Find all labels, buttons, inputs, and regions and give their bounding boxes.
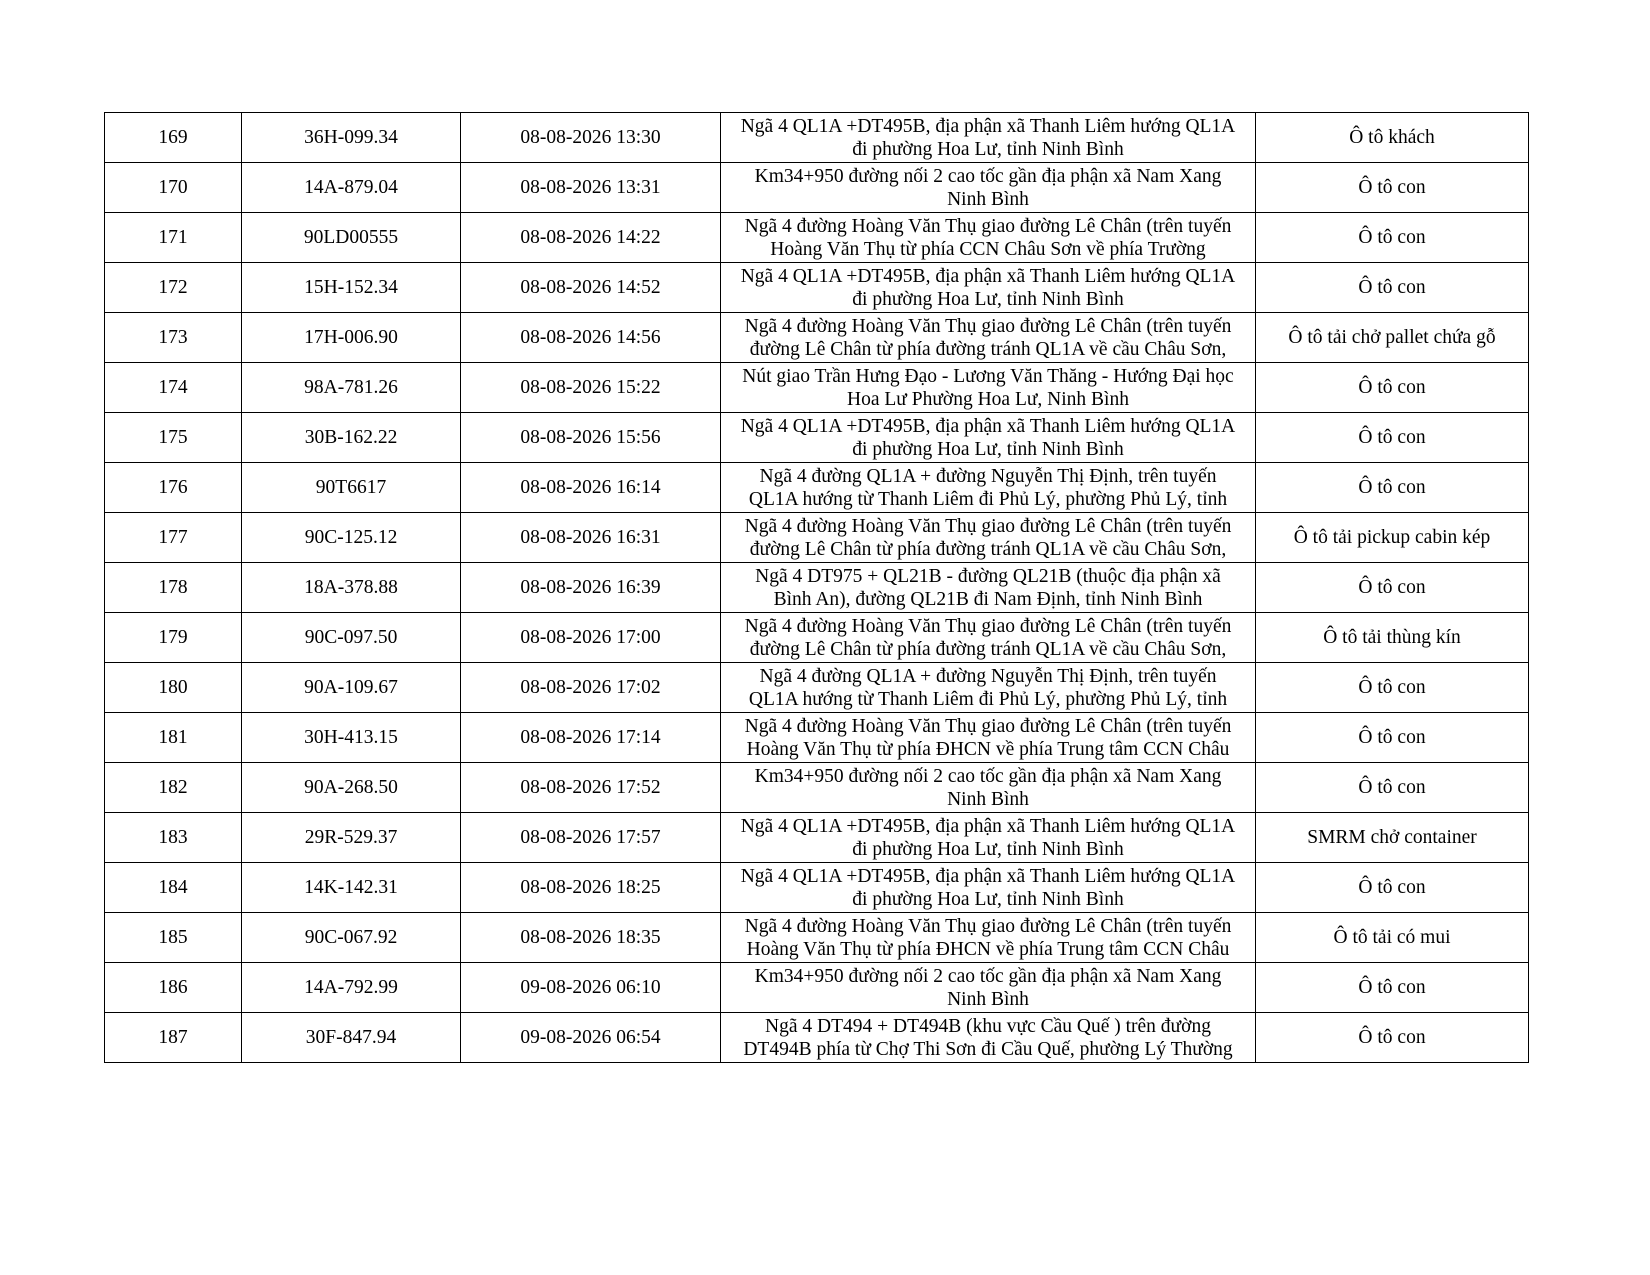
location-cell	[721, 463, 1256, 513]
location-line: Ngã 4 QL1A +DT495B, địa phận xã Thanh Liêm hướng QL1A	[740, 815, 1236, 837]
location-line: Ngã 4 đường QL1A + đường Nguyễn Thị Định, trên tuyến	[759, 465, 1217, 487]
location-line: Km34+950 đường nối 2 cao tốc gần địa phận xã Nam Xang	[754, 765, 1222, 787]
location-line: đi phường Hoa Lư, tỉnh Ninh Bình	[852, 438, 1124, 460]
location-line: đi phường Hoa Lư, tỉnh Ninh Bình	[852, 138, 1124, 160]
location-line: đi phường Hoa Lư, tỉnh Ninh Bình	[852, 838, 1124, 860]
location-line: Km34+950 đường nối 2 cao tốc gần địa phận xã Nam Xang	[754, 965, 1222, 987]
location-text	[727, 115, 1249, 161]
location-cell	[721, 963, 1256, 1013]
vehicle-type-cell: Ô tô con	[1256, 763, 1529, 813]
location-line: Ngã 4 đường Hoàng Văn Thụ giao đường Lê Chân (trên tuyến	[744, 615, 1232, 637]
location-line: Bình An), đường QL21B đi Nam Định, tỉnh Ninh Bình	[773, 588, 1203, 610]
table-row	[105, 213, 1529, 263]
location-line: Ngã 4 QL1A +DT495B, địa phận xã Thanh Liêm hướng QL1A	[740, 115, 1236, 137]
table-row	[105, 113, 1529, 163]
license-plate-cell: 30H-413.15	[242, 713, 461, 763]
vehicle-type-cell: Ô tô con	[1256, 413, 1529, 463]
license-plate-cell: 90A-268.50	[242, 763, 461, 813]
row-number-cell: 185	[105, 913, 242, 963]
row-number-cell: 186	[105, 963, 242, 1013]
vehicle-type-cell: Ô tô con	[1256, 463, 1529, 513]
timestamp-cell: 09-08-2026 06:54	[461, 1013, 721, 1063]
location-line: Ngã 4 QL1A +DT495B, địa phận xã Thanh Liêm hướng QL1A	[740, 415, 1236, 437]
location-text	[727, 665, 1249, 711]
location-cell	[721, 813, 1256, 863]
location-cell	[721, 263, 1256, 313]
location-text	[727, 715, 1249, 761]
location-line: đi phường Hoa Lư, tỉnh Ninh Bình	[852, 288, 1124, 310]
location-line: Ngã 4 đường Hoàng Văn Thụ giao đường Lê Chân (trên tuyến	[744, 715, 1232, 737]
table-row	[105, 563, 1529, 613]
timestamp-cell: 08-08-2026 15:22	[461, 363, 721, 413]
location-line: Ngã 4 QL1A +DT495B, địa phận xã Thanh Liêm hướng QL1A	[740, 865, 1236, 887]
vehicle-type-cell: Ô tô con	[1256, 163, 1529, 213]
timestamp-cell: 08-08-2026 17:00	[461, 613, 721, 663]
location-cell	[721, 563, 1256, 613]
row-number-cell: 173	[105, 313, 242, 363]
location-line: Ninh Bình	[947, 988, 1029, 1010]
timestamp-cell: 08-08-2026 17:57	[461, 813, 721, 863]
row-number-cell: 174	[105, 363, 242, 413]
location-line: Ngã 4 đường Hoàng Văn Thụ giao đường Lê Chân (trên tuyến	[744, 215, 1232, 237]
timestamp-cell: 09-08-2026 06:10	[461, 963, 721, 1013]
license-plate-cell: 15H-152.34	[242, 263, 461, 313]
location-text	[727, 215, 1249, 261]
vehicle-type-cell: Ô tô con	[1256, 713, 1529, 763]
timestamp-cell: 08-08-2026 14:22	[461, 213, 721, 263]
violation-records-table	[104, 112, 1529, 1063]
table-body	[105, 113, 1529, 1063]
location-line: Hoàng Văn Thụ từ phía CCN Châu Sơn về phía Trường	[770, 238, 1206, 260]
location-cell	[721, 863, 1256, 913]
table-row	[105, 613, 1529, 663]
location-cell	[721, 113, 1256, 163]
location-cell	[721, 613, 1256, 663]
row-number-cell: 180	[105, 663, 242, 713]
location-cell	[721, 213, 1256, 263]
timestamp-cell: 08-08-2026 17:14	[461, 713, 721, 763]
location-line: Nút giao Trần Hưng Đạo - Lương Văn Thăng - Hướng Đại học	[742, 365, 1234, 387]
vehicle-type-cell: Ô tô con	[1256, 263, 1529, 313]
location-text	[727, 415, 1249, 461]
license-plate-cell: 90T6617	[242, 463, 461, 513]
location-cell	[721, 913, 1256, 963]
location-text	[727, 515, 1249, 561]
row-number-cell: 169	[105, 113, 242, 163]
row-number-cell: 187	[105, 1013, 242, 1063]
location-line: Ngã 4 đường Hoàng Văn Thụ giao đường Lê Chân (trên tuyến	[744, 515, 1232, 537]
location-cell	[721, 313, 1256, 363]
table-row	[105, 713, 1529, 763]
location-text	[727, 815, 1249, 861]
row-number-cell: 183	[105, 813, 242, 863]
row-number-cell: 172	[105, 263, 242, 313]
timestamp-cell: 08-08-2026 14:52	[461, 263, 721, 313]
license-plate-cell: 29R-529.37	[242, 813, 461, 863]
table-row	[105, 663, 1529, 713]
table-row	[105, 413, 1529, 463]
vehicle-type-cell: Ô tô tải có mui	[1256, 913, 1529, 963]
vehicle-type-cell: Ô tô con	[1256, 363, 1529, 413]
license-plate-cell: 90C-125.12	[242, 513, 461, 563]
license-plate-cell: 36H-099.34	[242, 113, 461, 163]
timestamp-cell: 08-08-2026 17:52	[461, 763, 721, 813]
license-plate-cell: 30B-162.22	[242, 413, 461, 463]
table-row	[105, 1013, 1529, 1063]
location-text	[727, 265, 1249, 311]
location-line: Ngã 4 đường QL1A + đường Nguyễn Thị Định, trên tuyến	[759, 665, 1217, 687]
location-text	[727, 165, 1249, 211]
location-text	[727, 915, 1249, 961]
timestamp-cell: 08-08-2026 16:31	[461, 513, 721, 563]
location-text	[727, 965, 1249, 1011]
location-line: Hoa Lư Phường Hoa Lư, Ninh Bình	[847, 388, 1129, 410]
row-number-cell: 170	[105, 163, 242, 213]
timestamp-cell: 08-08-2026 13:30	[461, 113, 721, 163]
timestamp-cell: 08-08-2026 14:56	[461, 313, 721, 363]
table-row	[105, 913, 1529, 963]
location-text	[727, 765, 1249, 811]
table-row	[105, 463, 1529, 513]
table-row	[105, 963, 1529, 1013]
license-plate-cell: 18A-378.88	[242, 563, 461, 613]
license-plate-cell: 90C-067.92	[242, 913, 461, 963]
location-line: Hoàng Văn Thụ từ phía ĐHCN về phía Trung tâm CCN Châu	[746, 938, 1230, 960]
location-text	[727, 365, 1249, 411]
row-number-cell: 178	[105, 563, 242, 613]
table-row	[105, 763, 1529, 813]
location-line: Ninh Bình	[947, 188, 1029, 210]
location-text	[727, 865, 1249, 911]
location-line: Hoàng Văn Thụ từ phía ĐHCN về phía Trung tâm CCN Châu	[746, 738, 1230, 760]
vehicle-type-cell: Ô tô con	[1256, 1013, 1529, 1063]
table-row	[105, 163, 1529, 213]
vehicle-type-cell: Ô tô con	[1256, 963, 1529, 1013]
vehicle-type-cell: Ô tô khách	[1256, 113, 1529, 163]
location-cell	[721, 163, 1256, 213]
row-number-cell: 175	[105, 413, 242, 463]
row-number-cell: 181	[105, 713, 242, 763]
license-plate-cell: 90C-097.50	[242, 613, 461, 663]
table-row	[105, 813, 1529, 863]
location-text	[727, 315, 1249, 361]
vehicle-type-cell: Ô tô con	[1256, 213, 1529, 263]
vehicle-type-cell: Ô tô con	[1256, 563, 1529, 613]
license-plate-cell: 98A-781.26	[242, 363, 461, 413]
table-row	[105, 313, 1529, 363]
location-cell	[721, 363, 1256, 413]
timestamp-cell: 08-08-2026 17:02	[461, 663, 721, 713]
location-line: DT494B phía từ Chợ Thi Sơn đi Cầu Quế, phường Lý Thường	[743, 1038, 1233, 1060]
location-line: đường Lê Chân từ phía đường tránh QL1A về cầu Châu Sơn,	[749, 538, 1227, 560]
location-line: đường Lê Chân từ phía đường tránh QL1A về cầu Châu Sơn,	[749, 338, 1227, 360]
vehicle-type-cell: Ô tô tải chở pallet chứa gỗ	[1256, 313, 1529, 363]
row-number-cell: 176	[105, 463, 242, 513]
vehicle-type-cell: Ô tô con	[1256, 663, 1529, 713]
location-line: Km34+950 đường nối 2 cao tốc gần địa phận xã Nam Xang	[754, 165, 1222, 187]
location-cell	[721, 763, 1256, 813]
table-row	[105, 263, 1529, 313]
vehicle-type-cell: SMRM chở container	[1256, 813, 1529, 863]
location-line: QL1A hướng từ Thanh Liêm đi Phủ Lý, phường Phủ Lý, tỉnh	[748, 688, 1228, 710]
location-text	[727, 1015, 1249, 1061]
license-plate-cell: 30F-847.94	[242, 1013, 461, 1063]
location-line: Ngã 4 đường Hoàng Văn Thụ giao đường Lê Chân (trên tuyến	[744, 315, 1232, 337]
timestamp-cell: 08-08-2026 18:25	[461, 863, 721, 913]
location-cell	[721, 413, 1256, 463]
table-row	[105, 513, 1529, 563]
location-line: đi phường Hoa Lư, tỉnh Ninh Bình	[852, 888, 1124, 910]
location-cell	[721, 663, 1256, 713]
location-line: Ninh Bình	[947, 788, 1029, 810]
vehicle-type-cell: Ô tô con	[1256, 863, 1529, 913]
table-row	[105, 863, 1529, 913]
location-line: Ngã 4 DT975 + QL21B - đường QL21B (thuộc địa phận xã	[755, 565, 1221, 587]
row-number-cell: 171	[105, 213, 242, 263]
row-number-cell: 184	[105, 863, 242, 913]
license-plate-cell: 14A-792.99	[242, 963, 461, 1013]
location-text	[727, 565, 1249, 611]
timestamp-cell: 08-08-2026 13:31	[461, 163, 721, 213]
row-number-cell: 177	[105, 513, 242, 563]
vehicle-type-cell: Ô tô tải pickup cabin kép	[1256, 513, 1529, 563]
location-cell	[721, 713, 1256, 763]
location-line: đường Lê Chân từ phía đường tránh QL1A về cầu Châu Sơn,	[749, 638, 1227, 660]
timestamp-cell: 08-08-2026 18:35	[461, 913, 721, 963]
vehicle-type-cell: Ô tô tải thùng kín	[1256, 613, 1529, 663]
location-line: Ngã 4 đường Hoàng Văn Thụ giao đường Lê Chân (trên tuyến	[744, 915, 1232, 937]
location-line: QL1A hướng từ Thanh Liêm đi Phủ Lý, phường Phủ Lý, tỉnh	[748, 488, 1228, 510]
table-row	[105, 363, 1529, 413]
timestamp-cell: 08-08-2026 16:14	[461, 463, 721, 513]
location-cell	[721, 1013, 1256, 1063]
location-text	[727, 465, 1249, 511]
location-line: Ngã 4 DT494 + DT494B (khu vực Cầu Quế ) trên đường	[765, 1015, 1211, 1037]
license-plate-cell: 14K-142.31	[242, 863, 461, 913]
license-plate-cell: 14A-879.04	[242, 163, 461, 213]
location-cell	[721, 513, 1256, 563]
location-line: Ngã 4 QL1A +DT495B, địa phận xã Thanh Liêm hướng QL1A	[740, 265, 1236, 287]
row-number-cell: 179	[105, 613, 242, 663]
license-plate-cell: 90LD00555	[242, 213, 461, 263]
timestamp-cell: 08-08-2026 15:56	[461, 413, 721, 463]
license-plate-cell: 90A-109.67	[242, 663, 461, 713]
license-plate-cell: 17H-006.90	[242, 313, 461, 363]
timestamp-cell: 08-08-2026 16:39	[461, 563, 721, 613]
row-number-cell: 182	[105, 763, 242, 813]
location-text	[727, 615, 1249, 661]
